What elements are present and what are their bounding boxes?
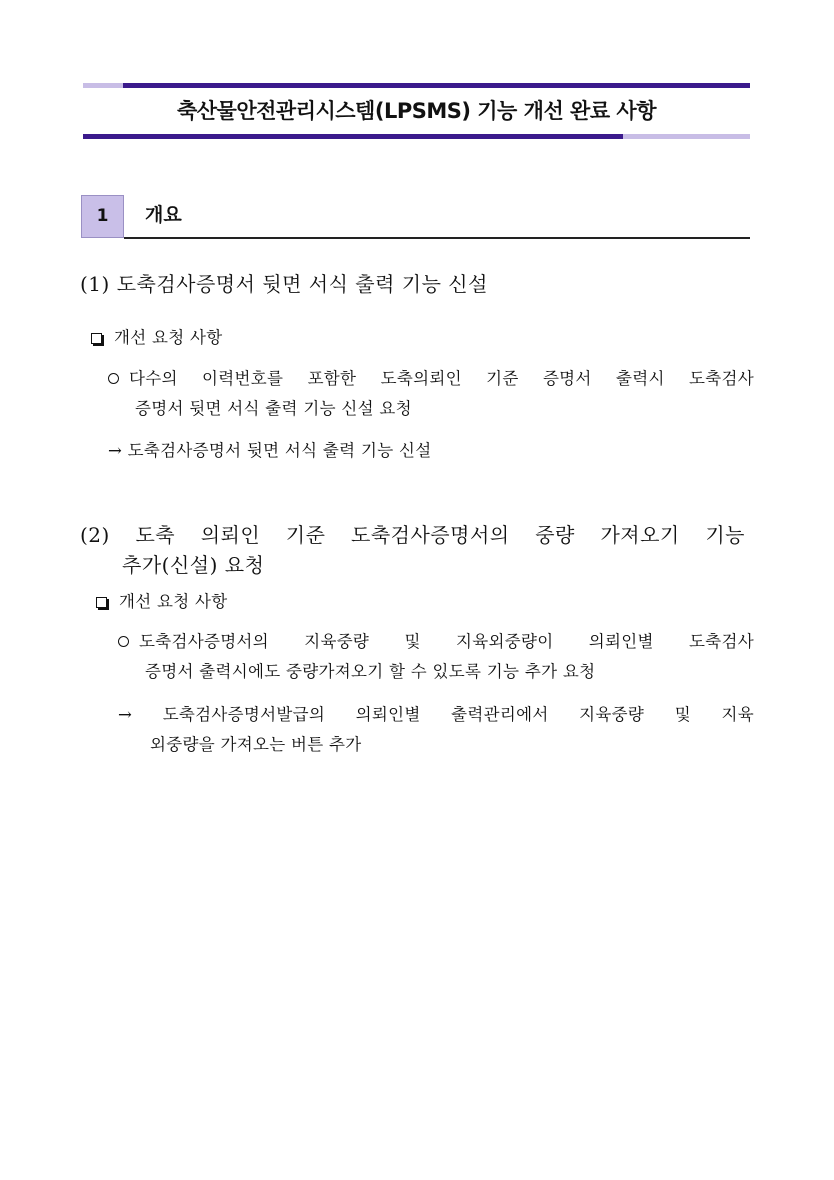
- item-2-detail-line1-text: 도축검사증명서의 지육중량 및 지육외중량이 의뢰인별 도축검사: [139, 632, 754, 651]
- circle-bullet-icon: [118, 636, 129, 647]
- item-2-result-line2: 외중량을 가져오는 버튼 추가: [150, 735, 362, 754]
- item-1-detail-line2: 증명서 뒷면 서식 출력 기능 신설 요청: [135, 399, 412, 418]
- document-title-block: [83, 83, 750, 139]
- item-2-result-line1: → 도축검사증명서발급의 의뢰인별 출력관리에서 지육중량 및 지육: [118, 705, 754, 724]
- square-bullet-icon: [91, 333, 102, 344]
- item-2-heading-line1: (2) 도축 의뢰인 기준 도축검사증명서의 중량 가져오기 기능: [80, 523, 745, 547]
- item-2-detail-line1: [118, 628, 754, 652]
- square-bullet-icon: [96, 597, 107, 608]
- item-2-detail-line2: 증명서 출력시에도 중량가져오기 할 수 있도록 기능 추가 요청: [145, 662, 596, 681]
- item-1-detail-line1-text: 다수의 이력번호를 포함한 도축의뢰인 기준 증명서 출력시 도축검사: [129, 369, 754, 388]
- document-title: 축산물안전관리시스템(LPSMS) 기능 개선 완료 사항: [176, 99, 656, 123]
- title-top-rule: [83, 83, 750, 88]
- item-2-subheading: [96, 588, 228, 612]
- item-2-subheading-text: 개선 요청 사항: [119, 592, 228, 611]
- section-number-box: 1: [81, 195, 124, 238]
- item-1-heading: (1) 도축검사증명서 뒷면 서식 출력 기능 신설: [80, 272, 488, 296]
- circle-bullet-icon: [108, 373, 119, 384]
- item-2-heading-line2: 추가(신설) 요청: [122, 553, 265, 577]
- section-underline: [124, 237, 750, 239]
- item-1-subheading: [91, 324, 223, 348]
- section-title: 개요: [145, 204, 182, 226]
- item-1-subheading-text: 개선 요청 사항: [114, 328, 223, 347]
- item-1-detail-line1: [108, 365, 754, 389]
- item-1-result: → 도축검사증명서 뒷면 서식 출력 기능 신설: [108, 441, 432, 460]
- title-bottom-rule: [83, 134, 750, 139]
